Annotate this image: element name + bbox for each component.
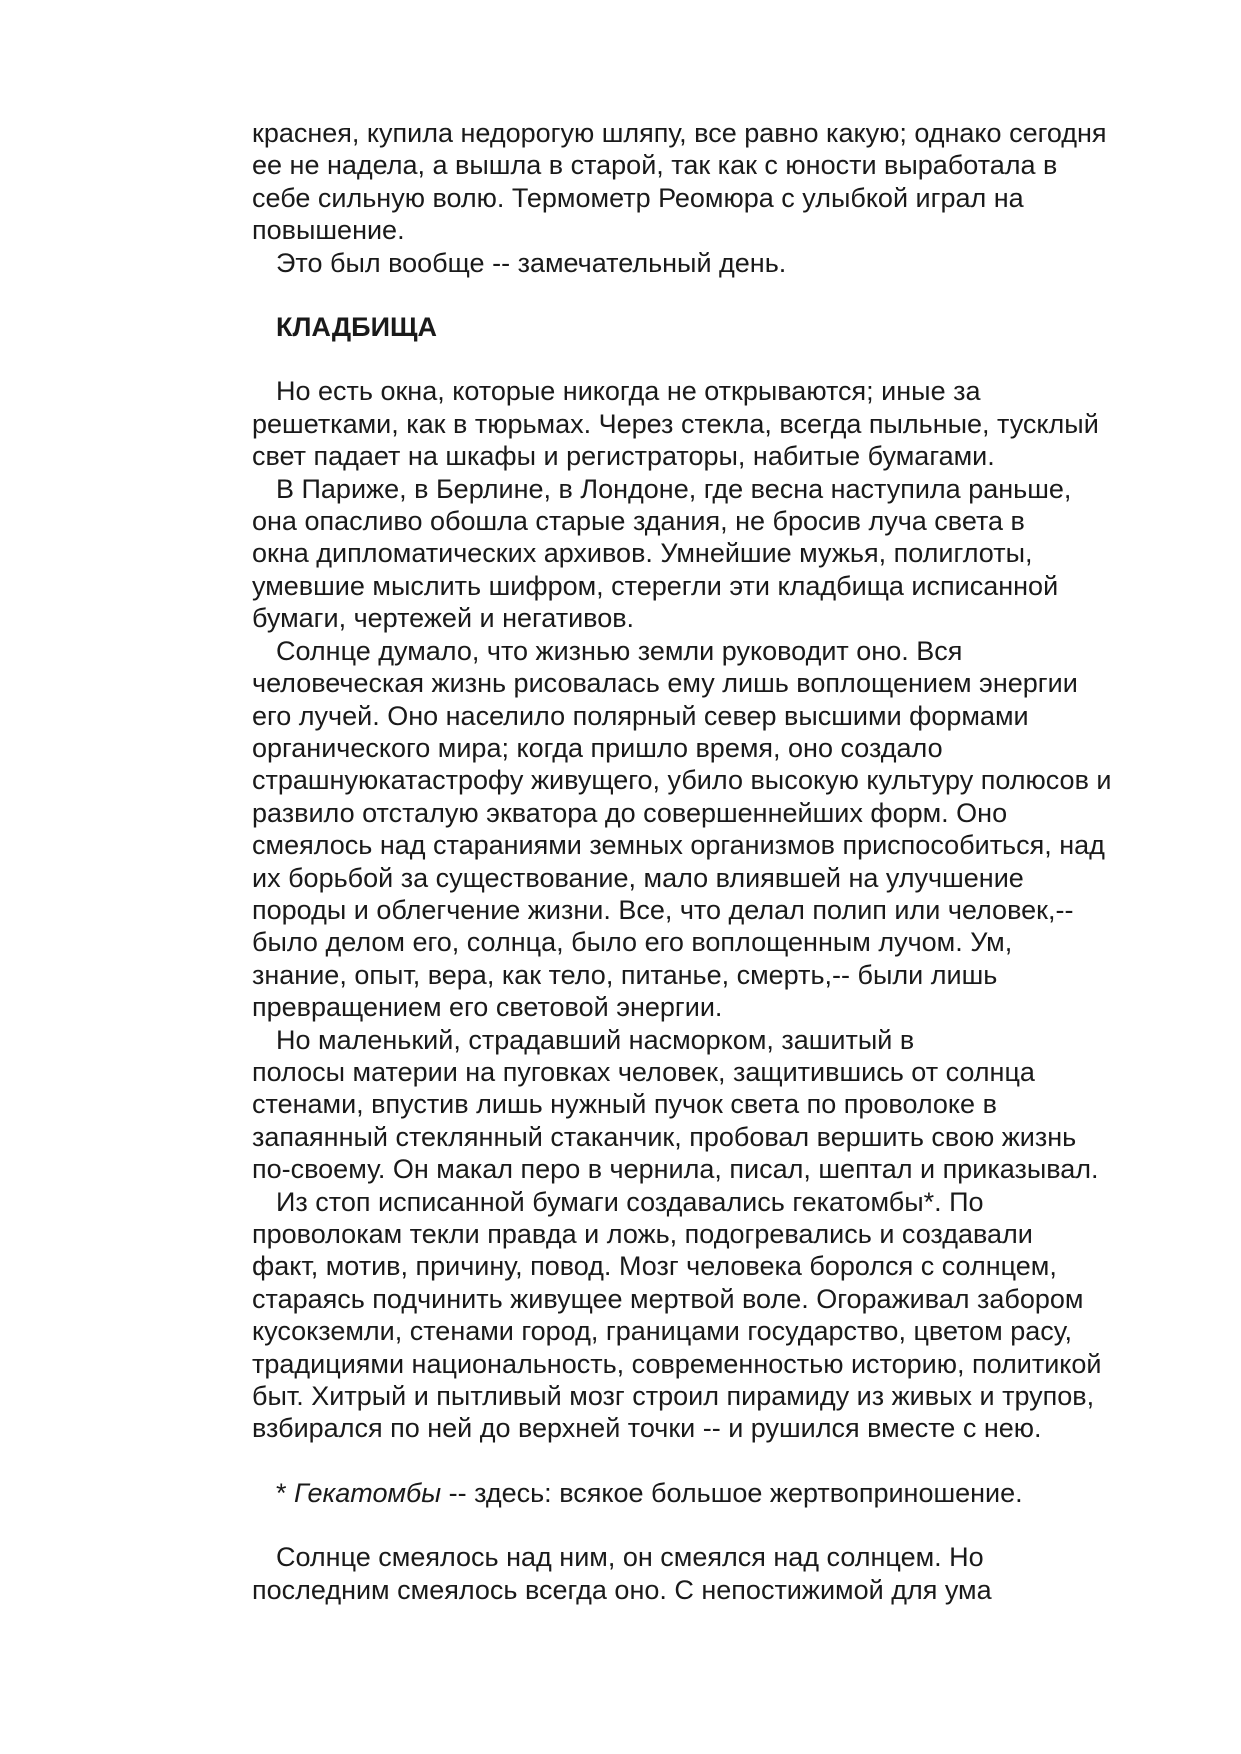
spacer [252, 279, 1172, 311]
paragraph-hat-continuation [252, 117, 1172, 247]
text-line: породы и облегчение жизни. Все, что делал полип или человек,-- [252, 894, 1074, 925]
footnote-definition: -- здесь: всякое большое жертвоприношение. [441, 1477, 1023, 1508]
text-line: органического мира; когда пришло время, оно создало [252, 732, 943, 763]
paragraph-hecatombs [252, 1186, 1172, 1445]
text-line: Солнце думало, что жизнью земли руководит оно. Вся [276, 635, 963, 666]
text-line: она опасливо обошла старые здания, не бросив луча света в [252, 506, 1025, 537]
text-line: В Париже, в Берлине, в Лондоне, где весна наступила раньше, [276, 473, 1072, 504]
text-line: полосы материи на пуговках человек, защитившись от солнца [252, 1056, 1035, 1087]
text-line: умевшие мыслить шифром, стерегли эти кладбища исписанной [252, 570, 1059, 601]
text-line: традициями национальность, современностью историю, политикой [252, 1348, 1102, 1379]
paragraph-remarkable-day [252, 247, 1172, 279]
text-line: себе сильную волю. Термометр Реомюра с улыбкой играл на [252, 182, 1024, 213]
text-line: окна дипломатических архивов. Умнейшие мужья, полиглоты, [252, 538, 1033, 569]
text-line: Из стоп исписанной бумаги создавались гекатомбы*. По [276, 1186, 984, 1217]
footnote-mark: * [276, 1477, 295, 1508]
text-line: повышение. [252, 215, 405, 246]
text-line: быт. Хитрый и пытливый мозг строил пирамиду из живых и трупов, [252, 1381, 1095, 1412]
text-line: ее не надела, а вышла в старой, так как с юности выработала в [252, 150, 1058, 181]
text-line: запаянный стеклянный стаканчик, пробовал вершить свою жизнь [252, 1121, 1077, 1152]
paragraph-little-man [252, 1024, 1172, 1186]
text-line: превращением его световой энергии. [252, 992, 723, 1023]
paragraph-windows [252, 375, 1172, 472]
text-line: проволокам текли правда и ложь, подогревались и создавали [252, 1219, 1033, 1249]
text-line: краснея, купила недорогую шляпу, все равно какую; однако сегодня [252, 118, 1107, 148]
text-line: Но есть окна, которые никогда не открываются; иные за [276, 376, 981, 407]
text-line: их борьбой за существование, мало влиявшей на улучшение [252, 862, 1024, 893]
footnote [252, 1477, 1172, 1509]
text-line: взбирался по ней до верхней точки -- и рушился вместе с нею. [252, 1413, 1042, 1444]
text-line: кусокземли, стенами город, границами государство, цветом расу, [252, 1316, 1073, 1347]
spacer [252, 1509, 1172, 1541]
text-line: Но маленький, страдавший насморком, зашитый в [276, 1024, 915, 1055]
text-line: решетками, как в тюрьмах. Через стекла, всегда пыльные, тусклый [252, 408, 1099, 439]
page-text [252, 117, 1172, 1606]
text-line: последним смеялось всегда оно. С непостижимой для ума [252, 1574, 992, 1605]
text-line: смеялось над стараниями земных организмов приспособиться, над [252, 830, 1105, 861]
spacer [252, 1445, 1172, 1477]
text-line: человеческая жизнь рисовалась ему лишь воплощением энергии [252, 668, 1078, 699]
text-line: Солнце смеялось над ним, он смеялся над солнцем. Но [276, 1542, 984, 1573]
text-line: бумаги, чертежей и негативов. [252, 603, 635, 634]
paragraph-sun-laughed [252, 1541, 1172, 1606]
text-line: свет падает на шкафы и регистраторы, набитые бумагами. [252, 441, 995, 472]
text-line: по-своему. Он макал перо в чернила, писал, шептал и приказывал. [252, 1154, 1099, 1185]
paragraph-archives [252, 473, 1172, 635]
paragraph-sun [252, 635, 1172, 1024]
spacer [252, 343, 1172, 375]
text-line: страшнуюкатастрофу живущего, убило высокую культуру полюсов и [252, 765, 1112, 796]
text-line: факт, мотив, причину, повод. Мозг человека боролся с солнцем, [252, 1251, 1057, 1282]
text-line: стараясь подчинить живущее мертвой воле. Огораживал забором [252, 1283, 1084, 1314]
text-line: было делом его, солнца, было его воплощенным лучом. Ум, [252, 927, 1013, 958]
footnote-term: Гекатомбы [294, 1477, 442, 1508]
text-line: развило отсталую экватора до совершеннейших форм. Оно [252, 797, 1008, 828]
text-line: знание, опыт, вера, как тело, питанье, смерть,-- были лишь [252, 959, 998, 990]
text-line: его лучей. Оно населило полярный север высшими формами [252, 700, 1029, 731]
section-heading: КЛАДБИЩА [276, 312, 437, 343]
text-line: стенами, впустив лишь нужный пучок света по проволоке в [252, 1089, 997, 1120]
text-line: Это был вообще -- замечательный день. [276, 247, 787, 278]
